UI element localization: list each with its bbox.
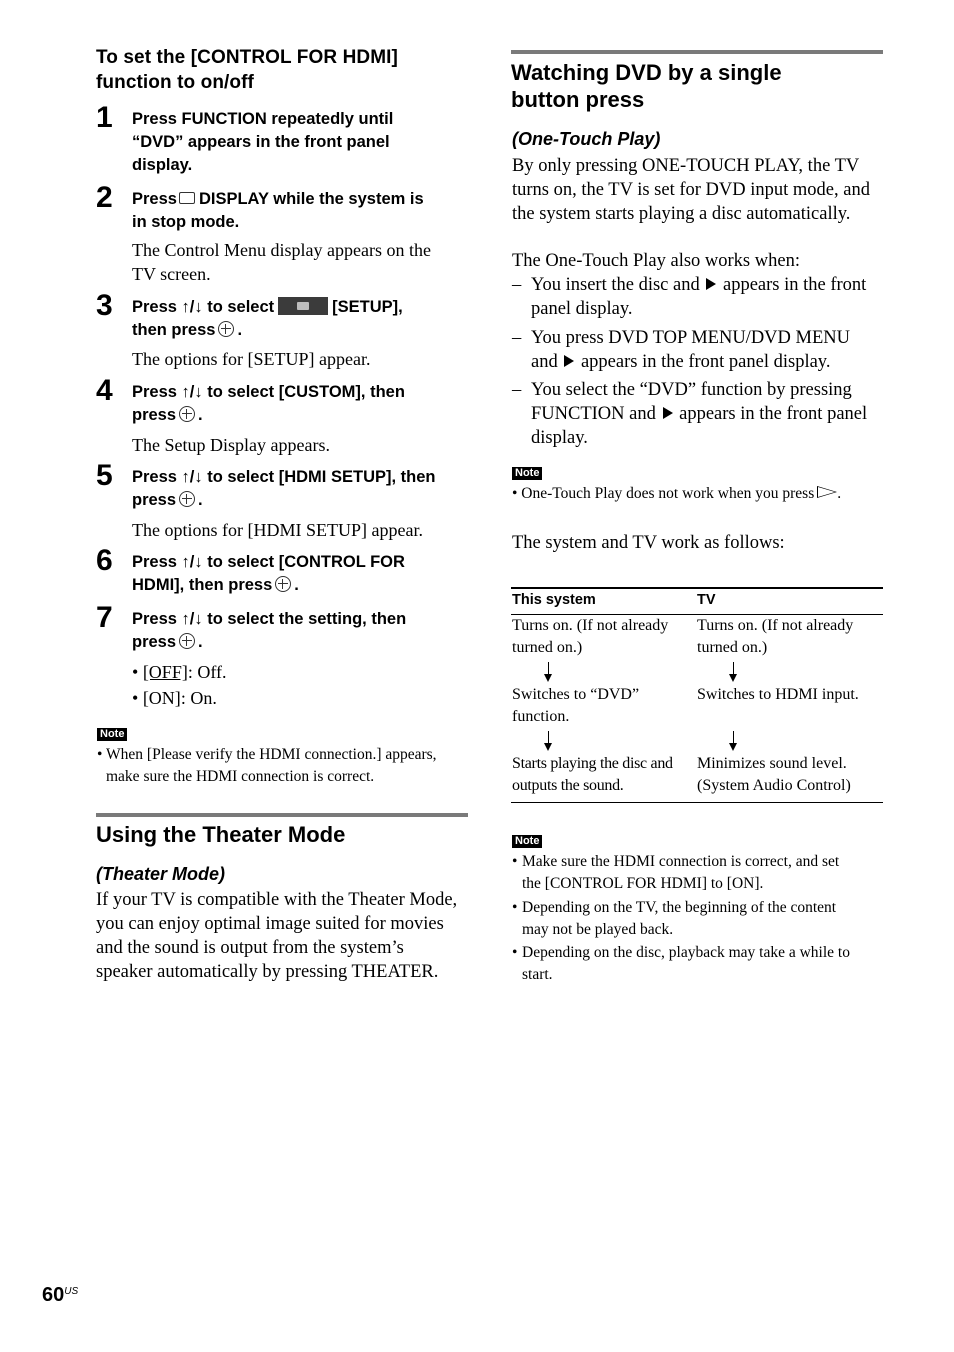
- note-item: [512, 897, 884, 943]
- dash: –: [512, 275, 522, 295]
- condition-line: You press DVD TOP MENU/DVD MENU: [531, 328, 850, 348]
- instruction-text: press: [132, 491, 177, 509]
- table-cell: [697, 615, 853, 659]
- section-rule: [96, 813, 468, 817]
- dash: –: [512, 328, 522, 348]
- enter-button-icon: [179, 633, 195, 649]
- note-item: [512, 851, 884, 897]
- table-bottom-rule: [511, 802, 883, 803]
- note-line: • One-Touch Play does not work when you press: [512, 485, 815, 502]
- cell-line: Starts playing the disc and: [512, 755, 673, 772]
- condition-text: [531, 378, 886, 450]
- body-line: turns on, the TV is set for DVD input mode, and: [512, 180, 870, 200]
- follows-text: The system and TV work as follows:: [512, 533, 785, 553]
- step-number: 5: [96, 459, 113, 492]
- setup-toolbox-icon: [278, 297, 328, 315]
- step-number: 4: [96, 374, 113, 407]
- bullet: •: [512, 944, 518, 961]
- play-outline-icon: [817, 486, 837, 498]
- note-line: Depending on the TV, the beginning of the content: [522, 899, 837, 916]
- down-arrow-icon: [548, 662, 549, 676]
- instruction-text: DISPLAY while the system is: [198, 190, 424, 208]
- note-badge: Note: [512, 835, 542, 848]
- condition-part: appears in the front: [722, 275, 867, 295]
- condition-line: [531, 402, 886, 426]
- condition-part: FUNCTION and: [531, 404, 656, 424]
- note-badge: Note: [97, 728, 127, 741]
- option-desc: : Off.: [187, 662, 227, 682]
- step-instruction: [132, 381, 472, 427]
- note-line: make sure the HDMI connection is correct.: [106, 768, 375, 785]
- condition-part: appears in the front panel display.: [580, 352, 831, 372]
- page-number-value: 60: [42, 1284, 65, 1306]
- condition-line: [531, 273, 886, 297]
- step-instruction: [132, 608, 472, 654]
- note-item-text: [522, 851, 839, 895]
- table-cell: [512, 753, 673, 797]
- note-line: Make sure the HDMI connection is correct, and set: [522, 853, 840, 870]
- body-line: speaker automatically by pressing THEATER.: [96, 962, 439, 982]
- cell-line: Switches to “DVD”: [512, 686, 640, 703]
- cell-line: function.: [512, 708, 570, 725]
- note-item-text: [522, 897, 836, 941]
- down-arrow-icon: [733, 731, 734, 745]
- instruction-line: display.: [132, 156, 193, 174]
- instruction-line: then press .: [132, 321, 243, 339]
- condition-part: appears in the front panel: [679, 404, 868, 424]
- step-result: The options for [HDMI SETUP] appear.: [132, 520, 423, 540]
- down-arrow-icon: [733, 662, 734, 676]
- step-instruction: [132, 188, 472, 234]
- body-line: If your TV is compatible with the Theater Mode,: [96, 890, 458, 910]
- body-line: and the sound is output from the system’s: [96, 938, 404, 958]
- body-line: By only pressing ONE-TOUCH PLAY, the TV: [512, 156, 860, 176]
- result-line: TV screen.: [132, 264, 211, 284]
- instruction-line: [132, 188, 472, 211]
- step-instruction: [132, 466, 472, 512]
- result-line: The Control Menu display appears on the: [132, 240, 431, 260]
- instruction-text: Press ↑/↓ to select: [132, 298, 275, 316]
- table-header: This system: [512, 592, 596, 608]
- instruction-line: Press ↑/↓ to select [CUSTOM], then: [132, 383, 405, 401]
- note-badge: Note: [512, 467, 542, 480]
- note-item: [512, 942, 884, 988]
- note-line: may not be played back.: [522, 921, 674, 938]
- subheading: [96, 45, 398, 95]
- step-instruction: [132, 551, 472, 597]
- enter-button-icon: [179, 491, 195, 507]
- step-instruction: [132, 108, 472, 177]
- play-icon: [663, 407, 673, 419]
- instruction-text: HDMI], then press: [132, 576, 273, 594]
- option-key: [ON]: [142, 688, 181, 708]
- works-when: The One-Touch Play also works when:: [512, 251, 800, 271]
- cell-line: Turns on. (If not already: [512, 617, 669, 634]
- bullet: •: [512, 899, 518, 916]
- condition-line: [531, 350, 886, 374]
- instruction-line: Press ↑/↓ to select [CONTROL FOR: [132, 553, 405, 571]
- section-subtitle: (One-Touch Play): [512, 129, 661, 149]
- step-number: 2: [96, 181, 113, 214]
- instruction-line: press .: [132, 406, 203, 424]
- option-off: [132, 660, 472, 684]
- cell-line: outputs the sound.: [512, 777, 624, 794]
- option-list: [132, 660, 472, 710]
- note-line: the [CONTROL FOR HDMI] to [ON].: [522, 875, 764, 892]
- subheading-line: To set the [CONTROL FOR HDMI]: [96, 47, 398, 68]
- condition-line: display.: [531, 428, 588, 448]
- instruction-line: press .: [132, 491, 203, 509]
- note-text: [97, 744, 469, 788]
- option-key: [OFF]: [142, 662, 188, 682]
- instruction-text: then press: [132, 321, 216, 339]
- note-line: start.: [522, 966, 553, 983]
- instruction-text: press: [132, 406, 177, 424]
- display-button-icon: [179, 192, 195, 204]
- section-heading-one-touch: [511, 59, 782, 113]
- cell-line: (System Audio Control): [697, 777, 851, 794]
- condition-text: [531, 326, 886, 374]
- cell-line: Switches to HDMI input.: [697, 686, 859, 703]
- table-header: TV: [697, 592, 716, 608]
- step-result: The options for [SETUP] appear.: [132, 349, 371, 369]
- table-top-rule: [511, 587, 883, 589]
- enter-button-icon: [218, 321, 234, 337]
- cell-line: turned on.): [697, 639, 768, 656]
- option-desc: : On.: [180, 688, 217, 708]
- page-number: [42, 1284, 78, 1307]
- bullet: •: [512, 853, 518, 870]
- instruction-line: press .: [132, 633, 203, 651]
- play-icon: [564, 355, 574, 367]
- option-on: [132, 686, 472, 710]
- cell-line: Minimizes sound level.: [697, 755, 847, 772]
- table-cell: [697, 753, 851, 797]
- note-line: Depending on the disc, playback may take a while to: [522, 944, 850, 961]
- table-cell: [512, 684, 639, 728]
- heading-line: button press: [511, 87, 645, 112]
- page-suffix: US: [64, 1286, 79, 1297]
- section-subtitle: (Theater Mode): [96, 864, 226, 884]
- step-number: 1: [96, 101, 113, 134]
- table-cell: [697, 684, 859, 706]
- dash: –: [512, 380, 522, 400]
- body-line: you can enjoy optimal image suited for movies: [96, 914, 444, 934]
- condition-part: You insert the disc and: [531, 275, 700, 295]
- instruction-line: HDMI], then press .: [132, 576, 299, 594]
- cell-line: turned on.): [512, 639, 583, 656]
- note-line: • When [Please verify the HDMI connection.] appears,: [97, 746, 437, 763]
- enter-button-icon: [275, 576, 291, 592]
- bullet: •: [132, 662, 139, 682]
- one-touch-intro: [512, 154, 892, 226]
- play-icon: [706, 278, 716, 290]
- instruction-line: in stop mode.: [132, 213, 240, 231]
- step-number: 3: [96, 289, 113, 322]
- note-text: [512, 483, 884, 505]
- instruction-line: Press ↑/↓ to select [HDMI SETUP], then: [132, 468, 436, 486]
- section-heading-theater: Using the Theater Mode: [96, 822, 346, 847]
- instruction-text: [SETUP],: [332, 298, 403, 316]
- down-arrow-icon: [548, 731, 549, 745]
- step-instruction: [132, 296, 472, 342]
- step-number: 7: [96, 601, 113, 634]
- theater-body: [96, 888, 476, 984]
- condition-text: [531, 273, 886, 321]
- cell-line: Turns on. (If not already: [697, 617, 854, 634]
- condition-line: panel display.: [531, 299, 633, 319]
- body-line: the system starts playing a disc automatically.: [512, 204, 851, 224]
- condition-line: You select the “DVD” function by pressing: [531, 380, 852, 400]
- instruction-line: Press ↑/↓ to select the setting, then: [132, 610, 407, 628]
- bullet: •: [132, 688, 139, 708]
- instruction-text: press: [132, 633, 177, 651]
- table-cell: [512, 615, 668, 659]
- section-rule: [511, 50, 883, 54]
- instruction-line: “DVD” appears in the front panel: [132, 133, 390, 151]
- instruction-line: [132, 296, 472, 319]
- note-item-text: [522, 942, 850, 986]
- step-result: [132, 238, 472, 286]
- instruction-line: Press FUNCTION repeatedly until: [132, 110, 394, 128]
- condition-part: and: [531, 352, 558, 372]
- instruction-text: Press: [132, 190, 177, 208]
- enter-button-icon: [179, 406, 195, 422]
- step-number: 6: [96, 544, 113, 577]
- heading-line: Watching DVD by a single: [511, 60, 782, 85]
- subheading-line: function to on/off: [96, 72, 254, 93]
- note-end: .: [837, 485, 842, 502]
- step-result: The Setup Display appears.: [132, 435, 330, 455]
